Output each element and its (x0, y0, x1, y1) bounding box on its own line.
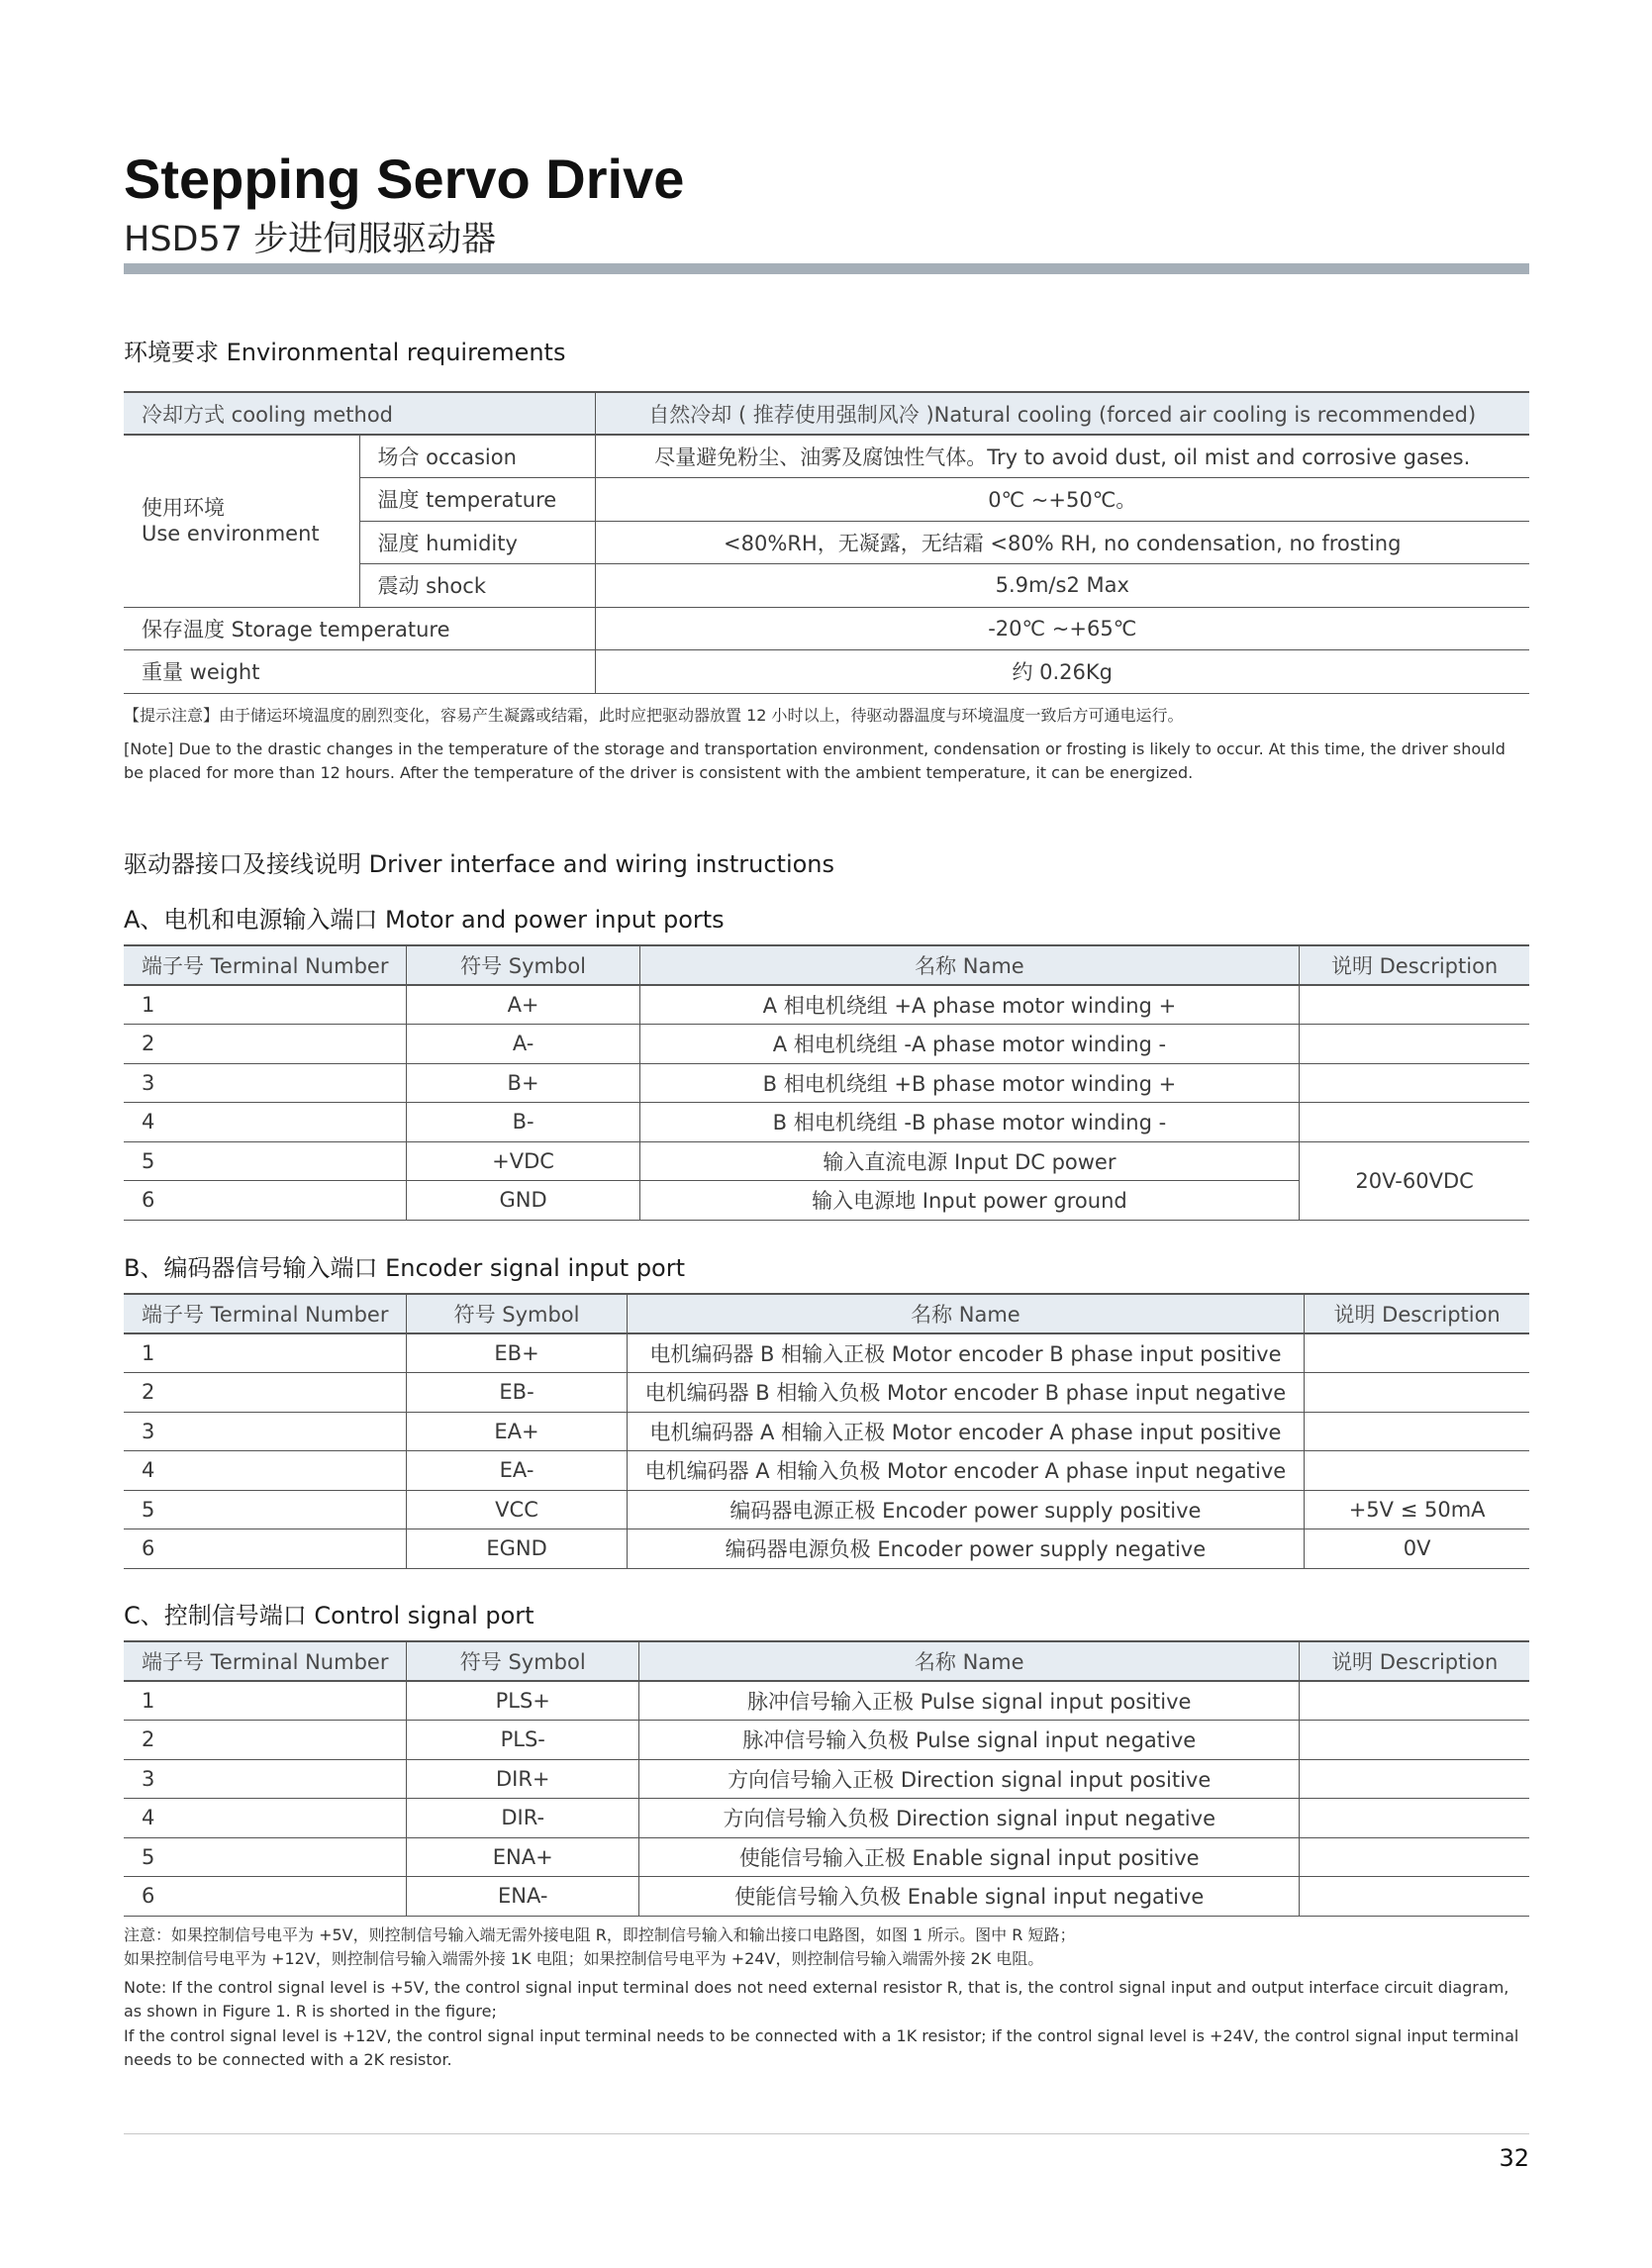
cell-name: 编码器电源正极 Encoder power supply positive (627, 1490, 1305, 1529)
cell-terminal: 6 (124, 1529, 407, 1569)
use-environment-en: Use environment (142, 522, 320, 546)
page-subtitle: HSD57 步进伺服驱动器 (124, 220, 497, 259)
table-row (124, 1103, 1529, 1142)
env-row-value: 5.9m/s2 Max (595, 564, 1529, 608)
table-header-row (124, 1641, 1529, 1681)
use-environment-cn: 使用环境 (142, 496, 225, 521)
col-name: 名称 Name (627, 1294, 1305, 1333)
cell-description (1300, 1063, 1529, 1103)
storage-value: -20℃ ~+65℃ (595, 607, 1529, 650)
cell-terminal: 2 (124, 1721, 407, 1760)
cell-name: 方向信号输入负极 Direction signal input negative (639, 1799, 1300, 1838)
cooling-value: 自然冷却 ( 推荐使用强制风冷 )Natural cooling (forced air cooling is recommended) (595, 392, 1529, 435)
cell-symbol: VCC (407, 1490, 627, 1529)
table-row (124, 1373, 1529, 1413)
col-terminal: 端子号 Terminal Number (124, 945, 407, 985)
cell-name: 输入电源地 Input power ground (639, 1181, 1300, 1221)
cell-terminal: 6 (124, 1181, 407, 1221)
col-symbol: 符号 Symbol (407, 1641, 639, 1681)
cell-symbol: A+ (407, 985, 639, 1025)
table-header-row (124, 1294, 1529, 1333)
interface-heading: 驱动器接口及接线说明 Driver interface and wiring instructions (124, 850, 835, 878)
cell-symbol: +VDC (407, 1141, 639, 1181)
weight-value: 约 0.26Kg (595, 650, 1529, 694)
env-row-value: 0℃ ~+50℃。 (595, 478, 1529, 522)
cell-description (1305, 1412, 1529, 1451)
power-description: 20V-60VDC (1300, 1141, 1529, 1220)
cell-symbol: DIR+ (407, 1759, 639, 1799)
cell-description (1300, 1721, 1529, 1760)
table-row (124, 1529, 1529, 1569)
control-note-en-2: If the control signal level is +12V, the control signal input terminal needs to be connected with a 1K resistor; if the control signal level is +24V, the control signal input terminal needs to be connected with a 2K resistor. (124, 2026, 1519, 2069)
motor-ports-heading: A、电机和电源输入端口 Motor and power input ports (124, 906, 725, 934)
cell-terminal: 1 (124, 1681, 407, 1721)
cell-terminal: 3 (124, 1412, 407, 1451)
page (124, 0, 1529, 2268)
env-row-value: <80%RH，无凝露，无结霜 <80% RH, no condensation, no frosting (595, 521, 1529, 564)
cell-symbol: PLS+ (407, 1681, 639, 1721)
table-row (124, 985, 1529, 1025)
cell-description (1300, 1681, 1529, 1721)
cell-name: 方向信号输入正极 Direction signal input positive (639, 1759, 1300, 1799)
cell-name: 输入直流电源 Input DC power (639, 1141, 1300, 1181)
cell-symbol: EA- (407, 1451, 627, 1491)
env-row-label: 场合 occasion (359, 435, 595, 478)
cell-description: +5V ≤ 50mA (1305, 1490, 1529, 1529)
cell-description (1300, 1759, 1529, 1799)
table-row (124, 1412, 1529, 1451)
cell-terminal: 4 (124, 1799, 407, 1838)
control-port-table (124, 1640, 1529, 1917)
cell-terminal: 5 (124, 1141, 407, 1181)
storage-label: 保存温度 Storage temperature (124, 607, 595, 650)
table-row (124, 1490, 1529, 1529)
table-row (124, 1141, 1529, 1181)
table-header-row (124, 945, 1529, 985)
cell-description (1300, 1837, 1529, 1877)
cell-symbol: ENA+ (407, 1837, 639, 1877)
weight-label: 重量 weight (124, 650, 595, 694)
table-row (124, 1721, 1529, 1760)
title-divider (124, 263, 1529, 274)
table-row (124, 1799, 1529, 1838)
col-terminal: 端子号 Terminal Number (124, 1641, 407, 1681)
cell-terminal: 2 (124, 1373, 407, 1413)
table-row (124, 650, 1529, 694)
cell-description (1300, 1025, 1529, 1064)
environment-note-en: [Note] Due to the drastic changes in the temperature of the storage and transportation environment, condensation or frosting is likely to occur. At this time, the driver should be placed for more than 12 hours. After the temperature of the driver is consistent with the ambient temperature, it can be energized. (124, 740, 1506, 782)
cell-name: 脉冲信号输入正极 Pulse signal input positive (639, 1681, 1300, 1721)
cell-symbol: B- (407, 1103, 639, 1142)
table-row (124, 1063, 1529, 1103)
cell-terminal: 1 (124, 985, 407, 1025)
cell-description (1300, 1877, 1529, 1917)
table-row (124, 1333, 1529, 1373)
table-row (124, 1877, 1529, 1917)
control-note-cn-2: 如果控制信号电平为 +12V，则控制信号输入端需外接 1K 电阻；如果控制信号电平为 +24V，则控制信号输入端需外接 2K 电阻。 (124, 1949, 1044, 1968)
control-port-heading: C、控制信号端口 Control signal port (124, 1602, 534, 1629)
col-description: 说明 Description (1300, 945, 1529, 985)
cell-terminal: 4 (124, 1451, 407, 1491)
page-title: Stepping Servo Drive (124, 148, 685, 210)
cell-name: A 相电机绕组 -A phase motor winding - (639, 1025, 1300, 1064)
col-name: 名称 Name (639, 1641, 1300, 1681)
control-note-cn-1: 注意：如果控制信号电平为 +5V，则控制信号输入端无需外接电阻 R，即控制信号输入和输出接口电路图，如图 1 所示。图中 R 短路； (124, 1925, 1076, 1944)
cell-description (1305, 1451, 1529, 1491)
cell-symbol: EB+ (407, 1333, 627, 1373)
col-terminal: 端子号 Terminal Number (124, 1294, 407, 1333)
cooling-label: 冷却方式 cooling method (124, 392, 595, 435)
table-row (124, 1681, 1529, 1721)
table-row (124, 1837, 1529, 1877)
col-symbol: 符号 Symbol (407, 945, 639, 985)
cell-terminal: 5 (124, 1837, 407, 1877)
use-environment-cell (124, 435, 359, 607)
cell-symbol: PLS- (407, 1721, 639, 1760)
cell-symbol: EB- (407, 1373, 627, 1413)
cell-name: 电机编码器 A 相输入负极 Motor encoder A phase input negative (627, 1451, 1305, 1491)
table-row (124, 392, 1529, 435)
motor-ports-table (124, 944, 1529, 1221)
cell-symbol: EA+ (407, 1412, 627, 1451)
col-symbol: 符号 Symbol (407, 1294, 627, 1333)
cell-description (1305, 1333, 1529, 1373)
cell-terminal: 5 (124, 1490, 407, 1529)
environment-note-cn: 【提示注意】由于储运环境温度的剧烈变化，容易产生凝露或结霜，此时应把驱动器放置 12 小时以上，待驱动器温度与环境温度一致后方可通电运行。 (124, 706, 1184, 725)
control-note-en-1: Note: If the control signal level is +5V, the control signal input terminal does not need external resistor R, that is, the control signal input and output interface circuit diagram, as shown in Figure 1. R is shorted in the figure; (124, 1978, 1509, 2021)
cell-name: 电机编码器 A 相输入正极 Motor encoder A phase input positive (627, 1412, 1305, 1451)
table-row (124, 435, 1529, 478)
table-row (124, 1025, 1529, 1064)
cell-description (1305, 1373, 1529, 1413)
cell-symbol: A- (407, 1025, 639, 1064)
env-row-label: 湿度 humidity (359, 521, 595, 564)
env-row-label: 温度 temperature (359, 478, 595, 522)
cell-symbol: ENA- (407, 1877, 639, 1917)
cell-name: 编码器电源负极 Encoder power supply negative (627, 1529, 1305, 1569)
table-row (124, 1759, 1529, 1799)
cell-terminal: 1 (124, 1333, 407, 1373)
footer-divider (124, 2133, 1529, 2134)
environment-heading: 环境要求 Environmental requirements (124, 339, 566, 366)
table-row (124, 607, 1529, 650)
cell-symbol: B+ (407, 1063, 639, 1103)
cell-terminal: 3 (124, 1759, 407, 1799)
cell-description (1300, 1103, 1529, 1142)
env-row-label: 震动 shock (359, 564, 595, 608)
environment-table (124, 391, 1529, 694)
cell-name: B 相电机绕组 +B phase motor winding + (639, 1063, 1300, 1103)
table-row (124, 1451, 1529, 1491)
cell-symbol: DIR- (407, 1799, 639, 1838)
cell-description: 0V (1305, 1529, 1529, 1569)
col-description: 说明 Description (1300, 1641, 1529, 1681)
cell-name: B 相电机绕组 -B phase motor winding - (639, 1103, 1300, 1142)
cell-terminal: 2 (124, 1025, 407, 1064)
cell-description (1300, 1799, 1529, 1838)
cell-description (1300, 985, 1529, 1025)
col-description: 说明 Description (1305, 1294, 1529, 1333)
cell-symbol: EGND (407, 1529, 627, 1569)
cell-name: 电机编码器 B 相输入负极 Motor encoder B phase input negative (627, 1373, 1305, 1413)
cell-name: 使能信号输入正极 Enable signal input positive (639, 1837, 1300, 1877)
cell-name: 使能信号输入负极 Enable signal input negative (639, 1877, 1300, 1917)
cell-symbol: GND (407, 1181, 639, 1221)
cell-name: A 相电机绕组 +A phase motor winding + (639, 985, 1300, 1025)
encoder-port-table (124, 1293, 1529, 1569)
cell-name: 电机编码器 B 相输入正极 Motor encoder B phase input positive (627, 1333, 1305, 1373)
env-row-value: 尽量避免粉尘、油雾及腐蚀性气体。Try to avoid dust, oil mist and corrosive gases. (595, 435, 1529, 478)
page-number: 32 (1499, 2144, 1529, 2172)
cell-terminal: 3 (124, 1063, 407, 1103)
cell-name: 脉冲信号输入负极 Pulse signal input negative (639, 1721, 1300, 1760)
cell-terminal: 4 (124, 1103, 407, 1142)
encoder-port-heading: B、编码器信号输入端口 Encoder signal input port (124, 1254, 686, 1282)
cell-terminal: 6 (124, 1877, 407, 1917)
col-name: 名称 Name (639, 945, 1300, 985)
